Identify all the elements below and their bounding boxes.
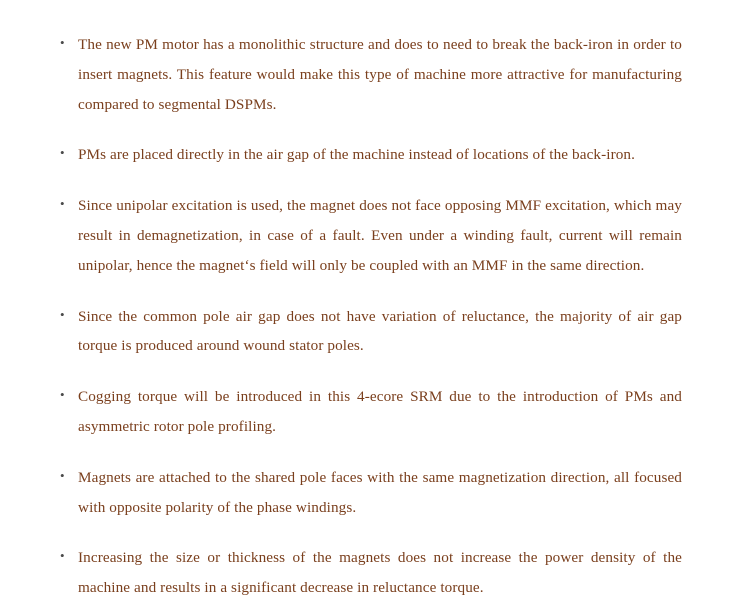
list-item-text: The new PM motor has a monolithic structure and does to need to break the back-iron in order to insert magnets. This feature would make this type of machine more attractive for manufacturing compared to segmental DSPMs.	[78, 36, 682, 113]
list-item	[58, 30, 682, 119]
list-item-text: Cogging torque will be introduced in this 4-ecore SRM due to the introduction of PMs and asymmetric rotor pole profiling.	[78, 388, 682, 435]
list-item	[58, 302, 682, 362]
list-item-text: PMs are placed directly in the air gap of the machine instead of locations of the back-iron.	[78, 146, 636, 164]
list-item	[58, 191, 682, 280]
bullet-point-icon: •	[60, 196, 65, 212]
bullet-point-icon: •	[60, 548, 65, 564]
bullet-point-icon: •	[60, 145, 65, 161]
list-item-text: Since unipolar excitation is used, the magnet does not face opposing MMF excitation, which may result in demagnetization, in case of a fault. Even under a winding fault, current will remain unipolar, hence the magnet‘s field will only be coupled with an MMF in the same direction.	[78, 197, 682, 274]
bullet-list	[58, 30, 682, 603]
list-item-text: Since the common pole air gap does not have variation of reluctance, the majority of air gap torque is produced around wound stator poles.	[78, 307, 682, 355]
list-item-text: Increasing the size or thickness of the magnets does not increase the power density of the machine and results in a significant decrease in reluctance torque.	[78, 549, 682, 597]
list-item	[58, 543, 682, 603]
list-item	[58, 463, 682, 523]
list-item	[58, 382, 682, 442]
list-item-text: Magnets are attached to the shared pole faces with the same magnetization direction, all focused with opposite polarity of the phase windings.	[78, 468, 682, 516]
list-item	[58, 140, 682, 170]
bullet-point-icon: •	[60, 35, 65, 50]
bullet-point-icon: •	[60, 306, 65, 322]
bullet-point-icon: •	[60, 467, 65, 483]
bullet-point-icon: •	[60, 387, 65, 403]
